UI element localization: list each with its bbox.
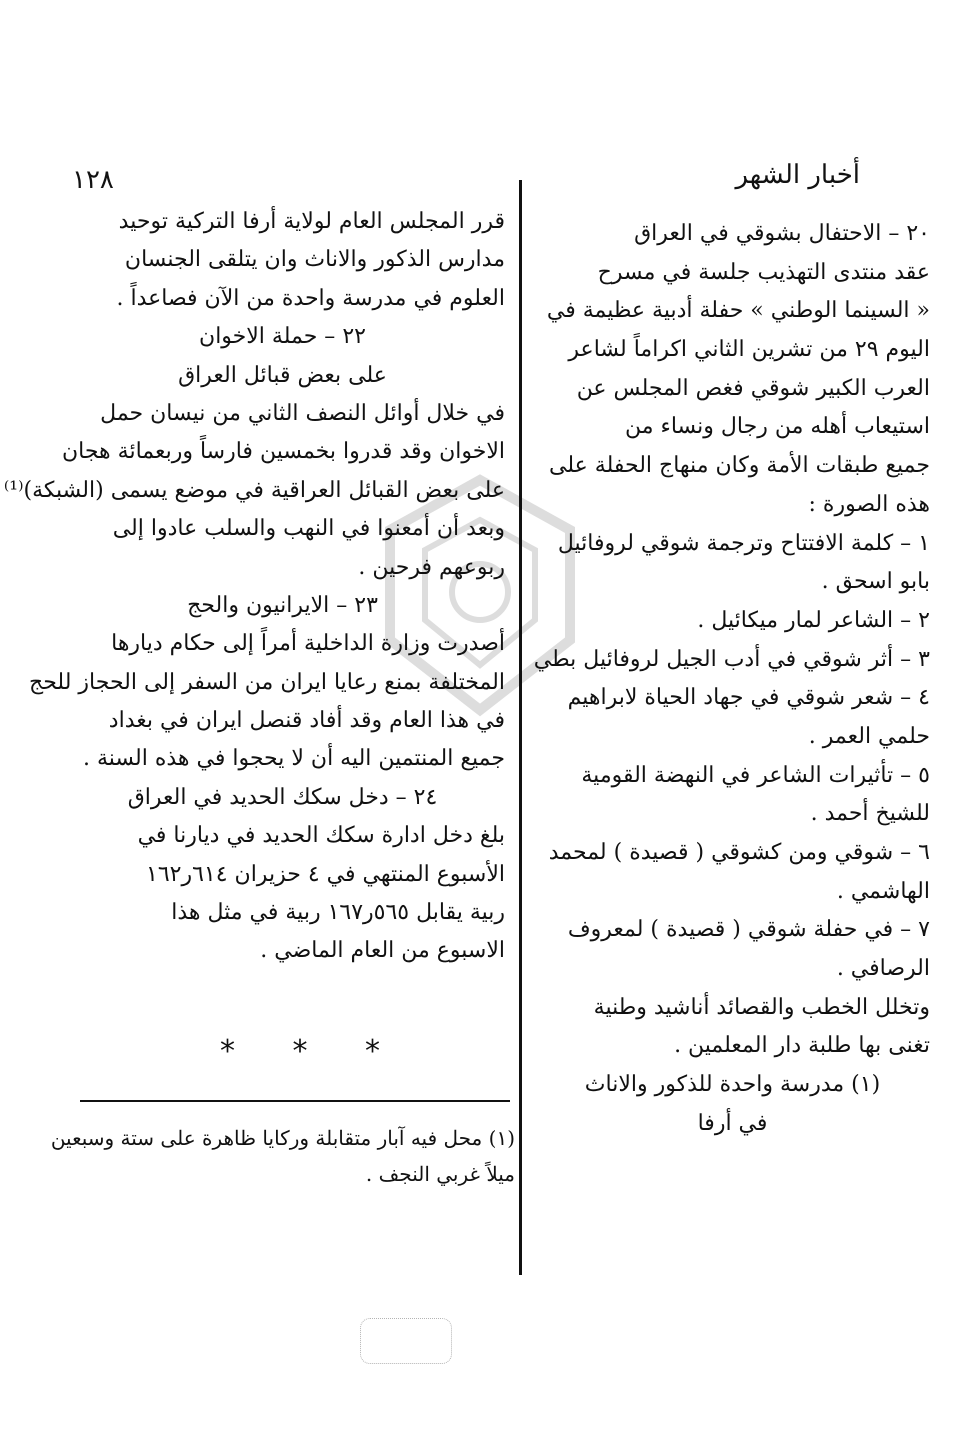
section-heading: ٢٢ – حملة الاخوان [199, 324, 366, 350]
library-stamp [360, 1318, 452, 1364]
list-item: ٤ – شعر شوقي في جهاد الحياة لابراهيم [567, 685, 930, 711]
text-line: جميع المنتمين اليه أن لا يحجوا في هذه السنة . [83, 746, 505, 772]
list-item: ٣ – أثر شوقي في أدب الجيل لروفائيل بطي [533, 646, 930, 672]
section-separator-stars [220, 1034, 380, 1069]
star-mark: * [292, 1034, 308, 1069]
footnote-line: (١) محل فيه آبار متقابلة وركايا ظاهرة على ستة وسبعين [50, 1126, 515, 1150]
text-line: عقد منتدى التهذيب جلسة في مسرح [597, 259, 930, 285]
text-line: وبعد أن أمعنوا في النهب والسلب عادوا إلى [112, 516, 505, 542]
section-heading: في أرفا [697, 1110, 768, 1136]
right-column [535, 215, 930, 1144]
text-line: اليوم ٢٩ من تشرين الثاني اكراماً لشاعر [568, 337, 930, 363]
list-item: ٦ – شوقي ومن كشوقي ( قصيدة ) لمحمد [548, 840, 930, 865]
text-line: ربوعهم فرحين . [358, 554, 505, 580]
text-line: بلغ دخل ادارة سكك الحديد في ديارنا في [137, 823, 505, 849]
section-heading: ٢٤ – دخل سكك الحديد في العراق [127, 784, 438, 810]
list-item: ٥ – تأثيرات الشاعر في النهضة القومية [581, 762, 930, 788]
text-line: بابو اسحق . [821, 569, 930, 595]
text-line: الاخوان وقد قدروا بخمسين فارساً وربعمائة هجان [62, 439, 505, 465]
footnote-line: ميلاً غربي النجف . [365, 1162, 515, 1186]
page-number: ١٢٨ [72, 165, 114, 195]
star-mark: * [365, 1034, 380, 1069]
text-line: المختلفة بمنع رعايا ايران من السفر إلى الحجاز للحج [29, 669, 505, 695]
text-line: في هذا العام وقد أفاد قنصل ايران في بغداد [108, 708, 505, 734]
section-heading: ٢٣ – الايرانيون والحج [187, 592, 378, 618]
list-item: ٢ – الشاعر لمار ميكائيل . [697, 607, 930, 633]
column-divider [519, 180, 522, 1275]
text-line: « السينما الوطني » حفلة أدبية عظيمة في [546, 298, 930, 324]
text-line: مدارس الذكور والاناث وان يتلقى الجنسان [124, 247, 505, 273]
text-line: على بعض القبائل العراقية في موضع يسمى (الشبكة)⁽¹⁾ [3, 477, 505, 503]
text-line: وتخلل الخطب والقصائد أناشيد وطنية [593, 994, 930, 1020]
text-line: قرر المجلس العام لولاية أرفا التركية توحيد [118, 209, 505, 234]
header-title: أخبار الشهر [735, 160, 860, 190]
left-column [3, 203, 505, 971]
star-mark: * [220, 1034, 235, 1069]
text-line: العلوم في مدرسة واحدة من الآن فصاعداً . [116, 285, 505, 311]
section-heading: ٢٠ – الاحتفال بشوقي في العراق [634, 221, 930, 246]
list-item: ٧ – في حفلة شوقي ( قصيدة ) لمعروف [567, 917, 930, 943]
text-line: استيعاب أهله من رجال ونساء من [624, 414, 930, 440]
text-line: ربية يقابل ٥٦٥ر١٦٧ ربية في مثل هذا [171, 900, 505, 926]
text-line: هذه الصورة : [808, 491, 930, 517]
text-line: حلمي العمر . [808, 723, 930, 749]
section-heading: (١) مدرسة واحدة للذكور والاناث [584, 1072, 881, 1098]
text-line: جميع طبقات الأمة وكان منهاج الحفلة على [549, 453, 930, 479]
text-line: الاسبوع من العام الماضي . [260, 938, 505, 964]
text-line: في خلال أوائل النصف الثاني من نيسان حمل [100, 400, 505, 426]
text-line: الرصافي . [836, 956, 930, 982]
text-line: الهاشمي . [836, 878, 930, 904]
footnote [50, 1120, 515, 1192]
text-line: العرب الكبير شوقي فغص المجلس عن [576, 375, 930, 401]
section-heading: على بعض قبائل العراق [178, 362, 387, 388]
list-item: ١ – كلمة الافتتاح وترجمة شوقي لروفائيل [557, 530, 930, 556]
text-line: تغنى بها طلبة دار المعلمين . [674, 1033, 930, 1059]
text-line: للشيخ أحمد . [810, 801, 930, 827]
text-line: الأسبوع المنتهي في ٤ حزيران ٦١٤ر١٦٢ [146, 861, 505, 887]
text-line: أصدرت وزارة الداخلية أمراً إلى حكام ديارها [111, 631, 505, 657]
footnote-rule [80, 1100, 510, 1102]
